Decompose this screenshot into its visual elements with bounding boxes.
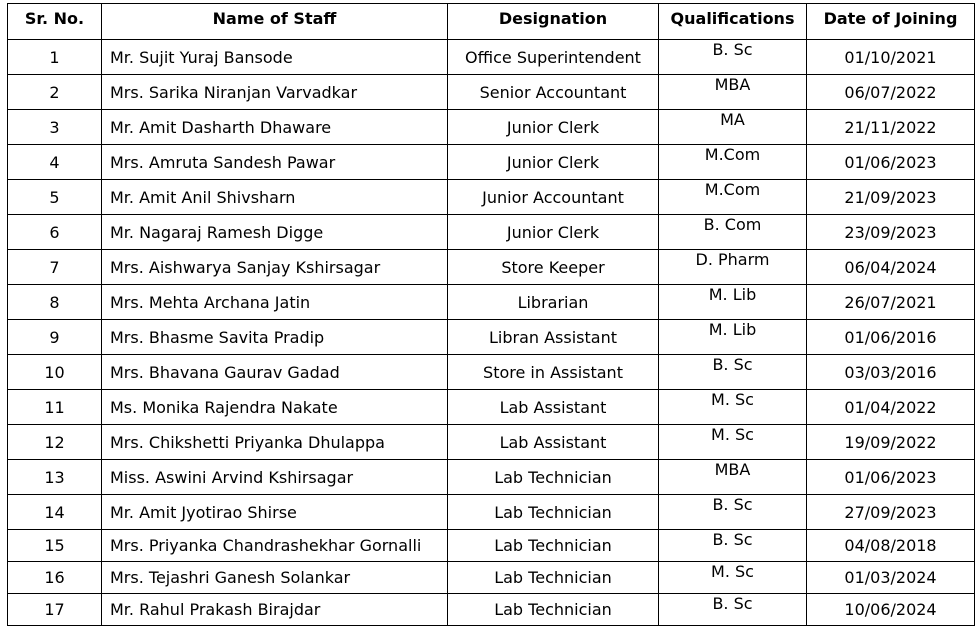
- cell-sr-no: 5: [8, 180, 102, 215]
- cell-sr-no: 16: [8, 562, 102, 594]
- cell-designation: Store in Assistant: [448, 355, 659, 390]
- cell-staff-name: Mr. Rahul Prakash Birajdar: [102, 594, 448, 626]
- header-qualifications: Qualifications: [659, 4, 807, 40]
- cell-date-of-joining: 01/10/2021: [807, 40, 975, 75]
- cell-staff-name: Mrs. Bhavana Gaurav Gadad: [102, 355, 448, 390]
- cell-sr-no: 1: [8, 40, 102, 75]
- cell-sr-no: 10: [8, 355, 102, 390]
- cell-designation: Junior Clerk: [448, 215, 659, 250]
- cell-staff-name: Mr. Amit Dasharth Dhaware: [102, 110, 448, 145]
- cell-qualification: M.Com: [659, 180, 807, 215]
- cell-date-of-joining: 23/09/2023: [807, 215, 975, 250]
- cell-qualification: MA: [659, 110, 807, 145]
- cell-sr-no: 6: [8, 215, 102, 250]
- cell-designation: Lab Assistant: [448, 425, 659, 460]
- cell-date-of-joining: 10/06/2024: [807, 594, 975, 626]
- table-row: [8, 180, 975, 215]
- cell-staff-name: Mrs. Tejashri Ganesh Solankar: [102, 562, 448, 594]
- cell-staff-name: Mr. Amit Anil Shivsharn: [102, 180, 448, 215]
- cell-staff-name: Mrs. Bhasme Savita Pradip: [102, 320, 448, 355]
- cell-sr-no: 17: [8, 594, 102, 626]
- table-row: [8, 40, 975, 75]
- cell-qualification: M. Sc: [659, 425, 807, 460]
- cell-qualification: B. Sc: [659, 530, 807, 562]
- cell-qualification: B. Sc: [659, 355, 807, 390]
- cell-designation: Store Keeper: [448, 250, 659, 285]
- cell-qualification: B. Sc: [659, 495, 807, 530]
- cell-staff-name: Mrs. Amruta Sandesh Pawar: [102, 145, 448, 180]
- cell-qualification: M.Com: [659, 145, 807, 180]
- cell-designation: Librarian: [448, 285, 659, 320]
- table-row: [8, 355, 975, 390]
- cell-qualification: B. Com: [659, 215, 807, 250]
- cell-staff-name: Mrs. Mehta Archana Jatin: [102, 285, 448, 320]
- cell-staff-name: Mr. Sujit Yuraj Bansode: [102, 40, 448, 75]
- cell-designation: Lab Technician: [448, 594, 659, 626]
- cell-staff-name: Mr. Nagaraj Ramesh Digge: [102, 215, 448, 250]
- cell-date-of-joining: 06/04/2024: [807, 250, 975, 285]
- cell-date-of-joining: 01/03/2024: [807, 562, 975, 594]
- cell-sr-no: 14: [8, 495, 102, 530]
- table-row: [8, 75, 975, 110]
- cell-designation: Libran Assistant: [448, 320, 659, 355]
- cell-designation: Junior Clerk: [448, 110, 659, 145]
- header-name-of-staff: Name of Staff: [102, 4, 448, 40]
- cell-designation: Junior Accountant: [448, 180, 659, 215]
- table-body: [8, 40, 975, 626]
- cell-sr-no: 15: [8, 530, 102, 562]
- table-row: [8, 460, 975, 495]
- cell-sr-no: 7: [8, 250, 102, 285]
- header-designation: Designation: [448, 4, 659, 40]
- cell-qualification: M. Sc: [659, 562, 807, 594]
- cell-sr-no: 13: [8, 460, 102, 495]
- cell-qualification: MBA: [659, 75, 807, 110]
- cell-designation: Office Superintendent: [448, 40, 659, 75]
- cell-staff-name: Mrs. Sarika Niranjan Varvadkar: [102, 75, 448, 110]
- cell-designation: Lab Assistant: [448, 390, 659, 425]
- cell-staff-name: Ms. Monika Rajendra Nakate: [102, 390, 448, 425]
- cell-date-of-joining: 01/06/2016: [807, 320, 975, 355]
- cell-date-of-joining: 06/07/2022: [807, 75, 975, 110]
- cell-date-of-joining: 21/11/2022: [807, 110, 975, 145]
- cell-qualification: M. Sc: [659, 390, 807, 425]
- cell-qualification: B. Sc: [659, 594, 807, 626]
- cell-date-of-joining: 04/08/2018: [807, 530, 975, 562]
- cell-qualification: B. Sc: [659, 40, 807, 75]
- cell-date-of-joining: 19/09/2022: [807, 425, 975, 460]
- cell-designation: Lab Technician: [448, 530, 659, 562]
- cell-sr-no: 11: [8, 390, 102, 425]
- header-sr-no: Sr. No.: [8, 4, 102, 40]
- cell-designation: Senior Accountant: [448, 75, 659, 110]
- cell-qualification: D. Pharm: [659, 250, 807, 285]
- cell-date-of-joining: 26/07/2021: [807, 285, 975, 320]
- cell-designation: Lab Technician: [448, 495, 659, 530]
- table-row: [8, 250, 975, 285]
- header-row: [8, 4, 975, 40]
- cell-qualification: M. Lib: [659, 320, 807, 355]
- table-row: [8, 594, 975, 626]
- cell-designation: Junior Clerk: [448, 145, 659, 180]
- cell-staff-name: Mrs. Priyanka Chandrashekhar Gornalli: [102, 530, 448, 562]
- table-row: [8, 285, 975, 320]
- cell-qualification: MBA: [659, 460, 807, 495]
- cell-staff-name: Mrs. Aishwarya Sanjay Kshirsagar: [102, 250, 448, 285]
- cell-qualification: M. Lib: [659, 285, 807, 320]
- table-row: [8, 145, 975, 180]
- header-date-of-joining: Date of Joining: [807, 4, 975, 40]
- table-row: [8, 215, 975, 250]
- cell-designation: Lab Technician: [448, 562, 659, 594]
- table-row: [8, 425, 975, 460]
- cell-staff-name: Mrs. Chikshetti Priyanka Dhulappa: [102, 425, 448, 460]
- cell-sr-no: 8: [8, 285, 102, 320]
- cell-staff-name: Mr. Amit Jyotirao Shirse: [102, 495, 448, 530]
- staff-table: [7, 3, 975, 626]
- table-row: [8, 562, 975, 594]
- table-row: [8, 110, 975, 145]
- table-row: [8, 320, 975, 355]
- cell-sr-no: 2: [8, 75, 102, 110]
- cell-sr-no: 12: [8, 425, 102, 460]
- cell-staff-name: Miss. Aswini Arvind Kshirsagar: [102, 460, 448, 495]
- table-row: [8, 530, 975, 562]
- cell-sr-no: 3: [8, 110, 102, 145]
- cell-date-of-joining: 27/09/2023: [807, 495, 975, 530]
- cell-sr-no: 9: [8, 320, 102, 355]
- cell-sr-no: 4: [8, 145, 102, 180]
- table-row: [8, 495, 975, 530]
- cell-designation: Lab Technician: [448, 460, 659, 495]
- cell-date-of-joining: 01/04/2022: [807, 390, 975, 425]
- cell-date-of-joining: 21/09/2023: [807, 180, 975, 215]
- table-row: [8, 390, 975, 425]
- cell-date-of-joining: 01/06/2023: [807, 145, 975, 180]
- cell-date-of-joining: 01/06/2023: [807, 460, 975, 495]
- table-header: [8, 4, 975, 40]
- cell-date-of-joining: 03/03/2016: [807, 355, 975, 390]
